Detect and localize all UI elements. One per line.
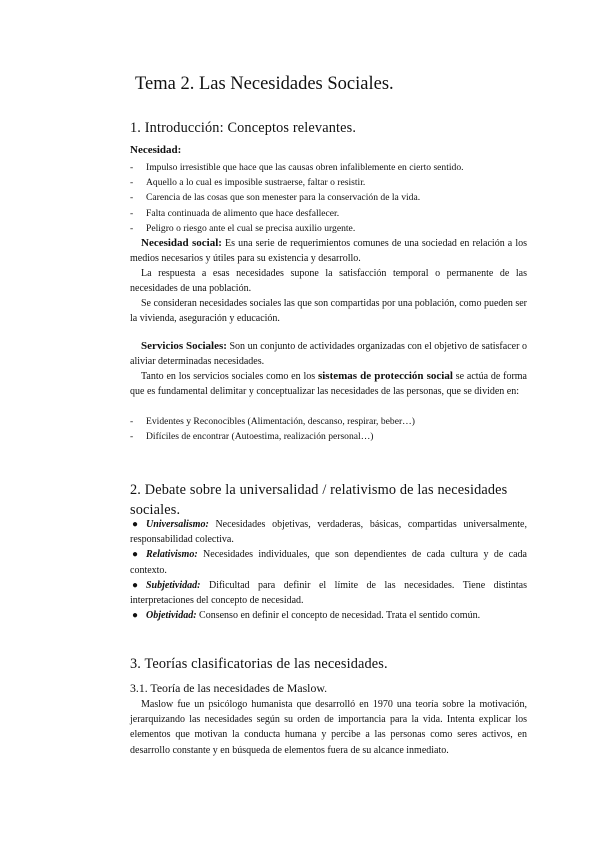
bullet-term: Relativismo: <box>146 549 198 561</box>
list-item <box>130 608 527 623</box>
list-item <box>130 578 527 608</box>
bullet-term: Universalismo: <box>146 519 209 530</box>
section-3-1-heading: 3.1. Teoría de las necesidades de Maslow. <box>130 681 328 695</box>
list-item-text: Evidentes y Reconocibles (Alimentación, descanso, respirar, beber…) <box>146 416 415 427</box>
respuesta-text: La respuesta a esas necesidades supone la satisfacción temporal o permanente de las necesidades de una población. <box>130 268 527 295</box>
tanto-paragraph <box>130 369 527 399</box>
page-title: Tema 2. Las Necesidades Sociales. <box>135 74 394 94</box>
list-item-text: Aquello a lo cual es imposible sustraerse, faltar o resistir. <box>146 177 366 189</box>
list-item <box>130 175 527 190</box>
list-item <box>130 160 527 175</box>
bullet-term: Subjetividad: <box>146 579 201 591</box>
list-item-text: Impulso irresistible que hace que las causas obren infaliblemente en cierto sentido. <box>146 162 464 173</box>
list-item <box>130 190 527 205</box>
bullet-text: Necesidades individuales, que son dependientes de cada cultura y de cada contexto. <box>130 549 527 576</box>
necesidad-social-text: Es una serie de requerimientos comunes de una sociedad en relación a los medios necesarios y útiles para su existencia y desarrollo. <box>130 238 527 265</box>
list-item-text: Peligro o riesgo ante el cual se precisa auxilio urgente. <box>146 222 356 234</box>
list-item-text: Difíciles de encontrar (Autoestima, realización personal…) <box>146 431 374 443</box>
respuesta-paragraph <box>130 266 527 296</box>
division-list <box>130 414 527 444</box>
list-item <box>130 517 527 547</box>
section-3-heading: 3. Teorías clasificatorias de las necesidades. <box>130 656 388 672</box>
list-item <box>130 547 527 577</box>
servicios-sociales-text: Son un conjunto de actividades organizadas con el objetivo de satisfacer o aliviar determinadas necesidades. <box>130 341 527 368</box>
list-item <box>130 206 527 221</box>
dash-marker: - <box>130 192 134 204</box>
dash-marker: - <box>130 416 134 427</box>
dash-marker: - <box>130 207 134 219</box>
list-item-text: Carencia de las cosas que son menester para la conservación de la vida. <box>146 192 421 204</box>
maslow-text: Maslow fue un psicólogo humanista que desarrolló en 1970 una teoría sobre la motivación, jerarquizando las necesidades según su orden de importancia para la vida. Intenta explicar los elementos que motivan la conducta humana y percibe a las personas como seres activos, en desarrollo constante y en búsqueda de elementos fuera de su alcance inmediato. <box>130 699 527 756</box>
tanto-text-before: Tanto en los servicios sociales como en los <box>141 371 318 382</box>
consideran-text: Se consideran necesidades sociales las que son compartidas por una población, como pueden ser la vivienda, aseguración y educación. <box>130 298 527 325</box>
list-item <box>130 221 527 236</box>
list-item <box>130 414 527 429</box>
bullet-icon: ● <box>132 579 139 591</box>
bullet-icon: ● <box>132 549 139 561</box>
tanto-text-after: se actúa de forma que es fundamental delimitar y conceptualizar las necesidades de las personas, que se dividen en: <box>130 371 527 398</box>
dash-marker: - <box>130 431 134 443</box>
dash-marker: - <box>130 162 134 173</box>
bullet-icon: ● <box>132 519 139 530</box>
necesidad-label: Necesidad: <box>130 144 182 156</box>
bullet-text: Necesidades objetivas, verdaderas, básicas, compartidas universalmente, responsabilidad colectiva. <box>130 519 527 546</box>
dash-marker: - <box>130 177 134 189</box>
list-item-text: Falta continuada de alimento que hace desfallecer. <box>146 207 340 219</box>
dash-marker: - <box>130 222 134 234</box>
bullet-term: Objetividad: <box>146 610 197 622</box>
section-1-heading: 1. Introducción: Conceptos relevantes. <box>130 120 357 136</box>
debate-bullet-list <box>130 517 527 623</box>
necesidad-social-paragraph <box>130 236 527 266</box>
sistemas-proteccion-term: sistemas de protección social <box>317 370 453 382</box>
section-2-heading: 2. Debate sobre la universalidad / relativismo de las necesidades sociales. <box>130 482 508 518</box>
bullet-icon: ● <box>132 610 139 622</box>
necesidad-definitions-list <box>130 160 527 236</box>
list-item <box>130 429 527 444</box>
consideran-paragraph <box>130 296 527 326</box>
bullet-text: Consenso en definir el concepto de necesidad. Trata el sentido común. <box>196 610 481 622</box>
maslow-paragraph <box>130 697 527 758</box>
bullet-text: Dificultad para definir el límite de las necesidades. Tiene distintas interpretaciones del concepto de necesidad. <box>130 579 527 607</box>
servicios-sociales-paragraph <box>130 339 527 369</box>
necesidad-social-term: Necesidad social: <box>141 237 222 249</box>
servicios-sociales-term: Servicios Sociales: <box>141 340 227 352</box>
